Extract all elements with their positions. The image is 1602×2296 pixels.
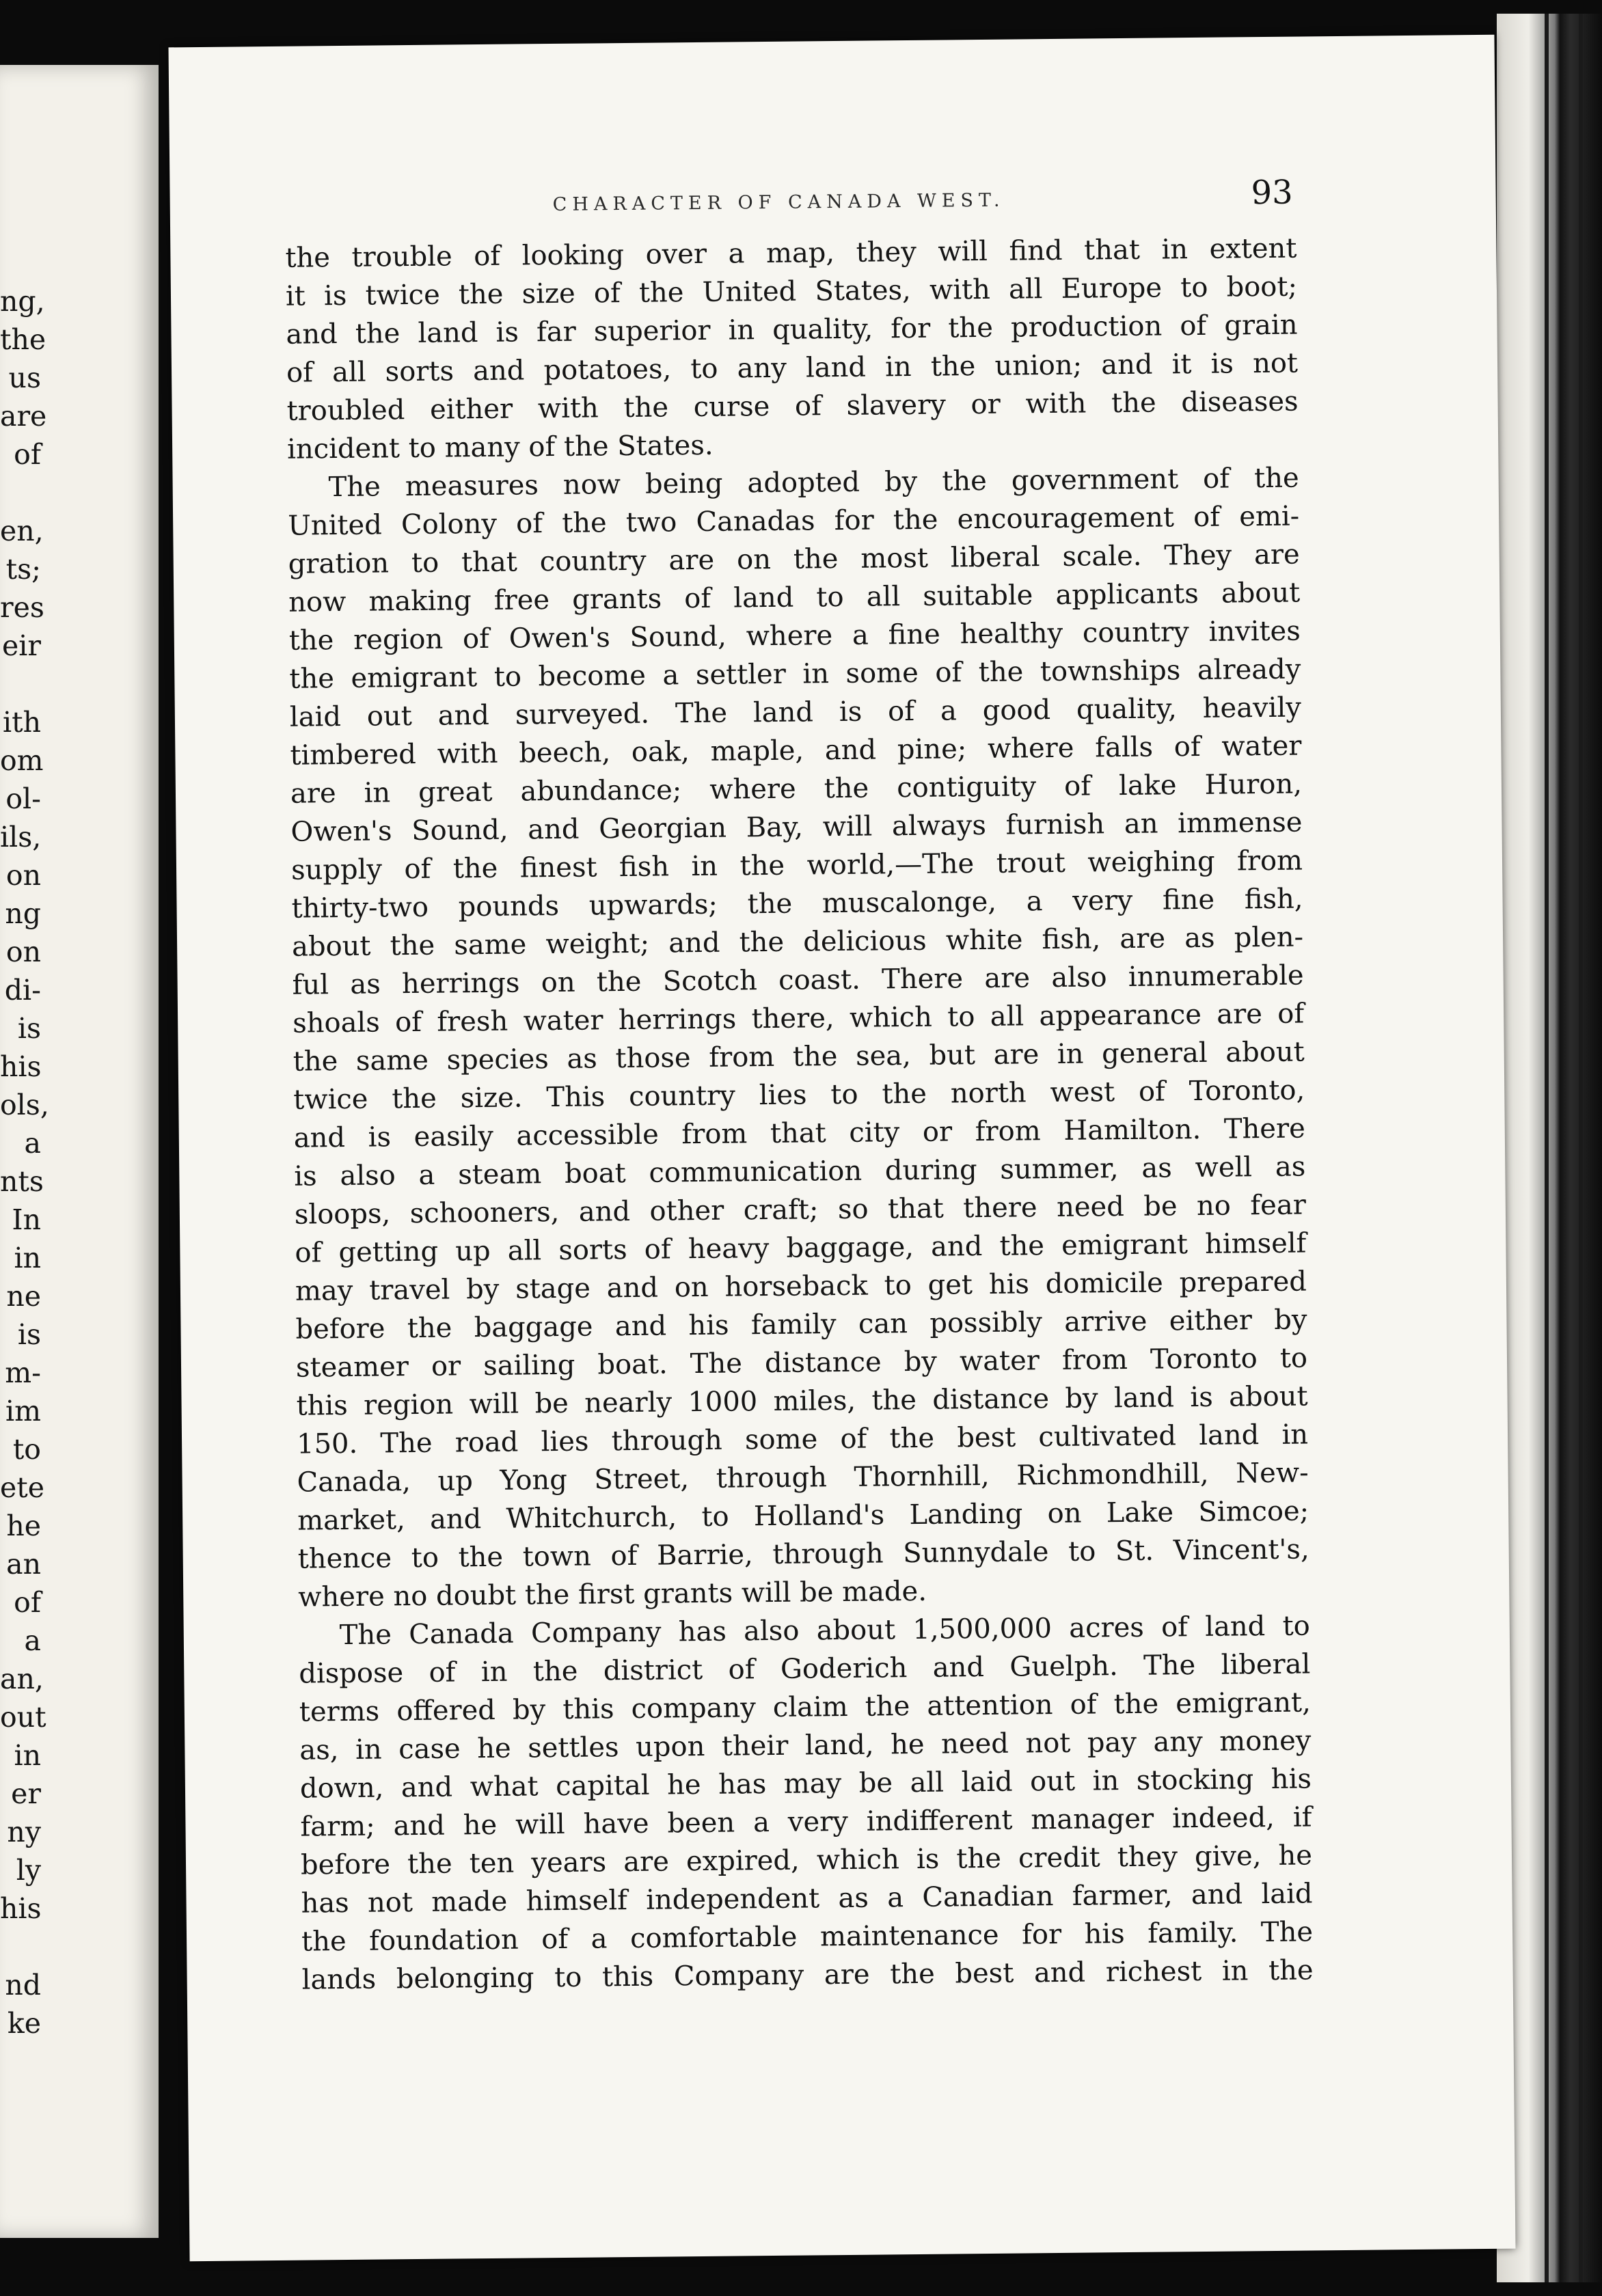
body-text: [285, 230, 1314, 1999]
left-page-fragment: out: [0, 1701, 46, 1734]
text-line: may travel by stage and on horseback to get his domicile prepared: [295, 1266, 1307, 1307]
left-page-fragment: he: [6, 1509, 41, 1542]
text-line: the same species as those from the sea, but are in general about: [293, 1036, 1305, 1078]
left-page-fragment: is: [17, 1318, 41, 1351]
text-line: of getting up all sorts of heavy baggage, and the emigrant himself: [295, 1227, 1307, 1269]
left-page-fragment: ke: [7, 2007, 41, 2040]
left-page-fragment: ng: [5, 897, 41, 930]
left-page-fragment: an,: [0, 1663, 44, 1695]
text-line: troubled either with the curse of slavery or with the diseases: [286, 385, 1299, 427]
text-line: and is easily accessible from that city or from Hamilton. There: [293, 1112, 1305, 1154]
text-line: lands belonging to this Company are the best and richest in the: [301, 1954, 1314, 1996]
left-page-fragment: eir: [2, 629, 41, 662]
left-page-fragment: [0, 474, 41, 512]
text-line: twice the size. This country lies to the north west of Toronto,: [293, 1074, 1305, 1116]
left-page-fragment: [0, 665, 41, 703]
left-page-fragment: ol-: [5, 782, 41, 815]
left-page-fragment: is: [17, 1012, 41, 1045]
left-page-fragment: his: [0, 1050, 42, 1083]
left-page-fragment: [0, 1928, 41, 1966]
left-page-fragment: nd: [5, 1969, 41, 2001]
text-line: terms offered by this company claim the attention of the emigrant,: [299, 1686, 1312, 1728]
text-line: this region will be nearly 1000 miles, the distance by land is about: [296, 1380, 1308, 1422]
text-line: incident to many of the States.: [286, 429, 714, 465]
left-page-fragment: the: [0, 323, 46, 356]
left-page-fragment: on: [5, 859, 41, 892]
text-line: the trouble of looking over a map, they will find that in extent: [285, 232, 1297, 274]
left-page-fragment: his: [0, 1892, 42, 1925]
running-head: CHARACTER OF CANADA WEST.: [552, 189, 1005, 215]
left-page-fragment: m-: [5, 1356, 41, 1389]
left-page-text-fragments: [0, 282, 49, 2042]
left-page-fragment: en,: [0, 515, 44, 547]
left-page-fragment: ly: [16, 1854, 41, 1887]
page-edge-line: [1579, 14, 1583, 2282]
page-edge-line: [1545, 14, 1549, 2282]
left-page-fragment: ete: [0, 1471, 45, 1504]
text-line: supply of the finest fish in the world,—The trout weighing from: [290, 845, 1303, 886]
page-number: 93: [1251, 173, 1293, 213]
text-line: has not made himself independent as a Canadian farmer, and laid: [301, 1878, 1313, 1919]
left-page-fragment: in: [14, 1242, 41, 1274]
left-page-fragment: a: [24, 1127, 41, 1160]
text-line: laid out and surveyed. The land is of a good quality, heavily: [289, 692, 1302, 733]
left-page-fragment: are: [0, 400, 47, 433]
text-line: of all sorts and potatoes, to any land in the union; and it is not: [286, 347, 1299, 389]
text-line: The Canada Company has also about 1,500,000 acres of land to: [339, 1610, 1310, 1652]
text-line: as, in case he settles upon their land, he need not pay any money: [299, 1725, 1312, 1766]
text-line: farm; and he will have been a very indifferent manager indeed, if: [300, 1801, 1312, 1843]
left-page-fragment: om: [0, 744, 44, 777]
text-line: the foundation of a comfortable maintenance for his family. The: [301, 1916, 1314, 1958]
text-line: sloops, schooners, and other craft; so that there need be no fear: [294, 1189, 1307, 1231]
text-line: before the ten years are expired, which is the credit they give, he: [300, 1840, 1313, 1881]
text-line: before the baggage and his family can possibly arrive either by: [295, 1304, 1307, 1345]
text-line: dispose of in the district of Goderich and Guelph. The liberal: [299, 1648, 1311, 1690]
left-page-fragment: er: [11, 1777, 41, 1810]
text-line: Canada, up Yong Street, through Thornhill, Richmondhill, New-: [297, 1457, 1309, 1499]
text-line: steamer or sailing boat. The distance by water from Toronto to: [295, 1342, 1308, 1384]
left-page-fragment: a: [24, 1624, 41, 1657]
left-page-fragment: of: [14, 438, 41, 471]
text-line: Owen's Sound, and Georgian Bay, will always furnish an immense: [290, 806, 1303, 848]
left-page-fragment: ng,: [0, 285, 45, 318]
text-line: the region of Owen's Sound, where a fine healthy country invites: [288, 615, 1301, 657]
left-page-fragment: In: [12, 1203, 41, 1236]
left-page-fragment: ith: [3, 706, 41, 739]
left-page-fragment: an: [6, 1548, 41, 1581]
left-page-fragment: im: [5, 1395, 41, 1427]
left-page-fragment: to: [12, 1433, 41, 1466]
left-page-fragment: ts;: [5, 553, 41, 586]
text-line: shoals of fresh water herrings there, which to all appearance are of: [292, 998, 1305, 1039]
left-page-fragment: ils,: [0, 821, 42, 853]
text-line: about the same weight; and the delicious white fish, are as plen-: [291, 921, 1304, 963]
text-line: and the land is far superior in quality, for the production of grain: [286, 309, 1298, 351]
left-page-fragment: ne: [6, 1280, 41, 1313]
text-line: where no doubt the first grants will be made.: [298, 1575, 927, 1613]
text-line: United Colony of the two Canadas for the encouragement of emi-: [288, 500, 1300, 542]
text-line: 150. The road lies through some of the best cultivated land in: [296, 1419, 1309, 1460]
text-line: thence to the town of Barrie, through Sunnydale to St. Vincent's,: [297, 1533, 1309, 1575]
text-line: gration to that country are on the most liberal scale. They are: [288, 538, 1300, 580]
text-line: down, and what capital he has may be all laid out in stocking his: [299, 1763, 1312, 1805]
left-page-fragment: nts: [0, 1165, 44, 1198]
left-page-fragment: di-: [4, 974, 41, 1007]
left-page-fragment: us: [8, 361, 41, 394]
book-page: [168, 35, 1515, 2261]
text-line: timbered with beech, oak, maple, and pine; where falls of water: [290, 730, 1302, 771]
text-line: ful as herrings on the Scotch coast. There are also innumerable: [292, 959, 1304, 1001]
left-page-fragment: on: [5, 935, 41, 968]
left-page-fragment: res: [0, 591, 44, 624]
left-page-fragment: ols,: [0, 1089, 49, 1121]
left-page-fragment: ny: [7, 1816, 41, 1848]
text-line: thirty-two pounds upwards; the muscalonge, a very fine fish,: [291, 883, 1303, 925]
text-line: it is twice the size of the United States, with all Europe to boot;: [285, 271, 1298, 312]
left-facing-page: [0, 65, 159, 2238]
text-line: the emigrant to become a settler in some of the townships already: [289, 653, 1301, 695]
left-page-fragment: in: [14, 1739, 41, 1772]
text-line: market, and Whitchurch, to Holland's Landing on Lake Simcoe;: [297, 1495, 1309, 1537]
text-line: The measures now being adopted by the government of the: [328, 462, 1299, 504]
text-line: is also a steam boat communication during summer, as well as: [294, 1151, 1306, 1192]
text-line: are in great abundance; where the contiguity of lake Huron,: [290, 768, 1303, 810]
left-page-fragment: of: [14, 1586, 41, 1619]
text-line: now making free grants of land to all suitable applicants about: [288, 577, 1301, 618]
